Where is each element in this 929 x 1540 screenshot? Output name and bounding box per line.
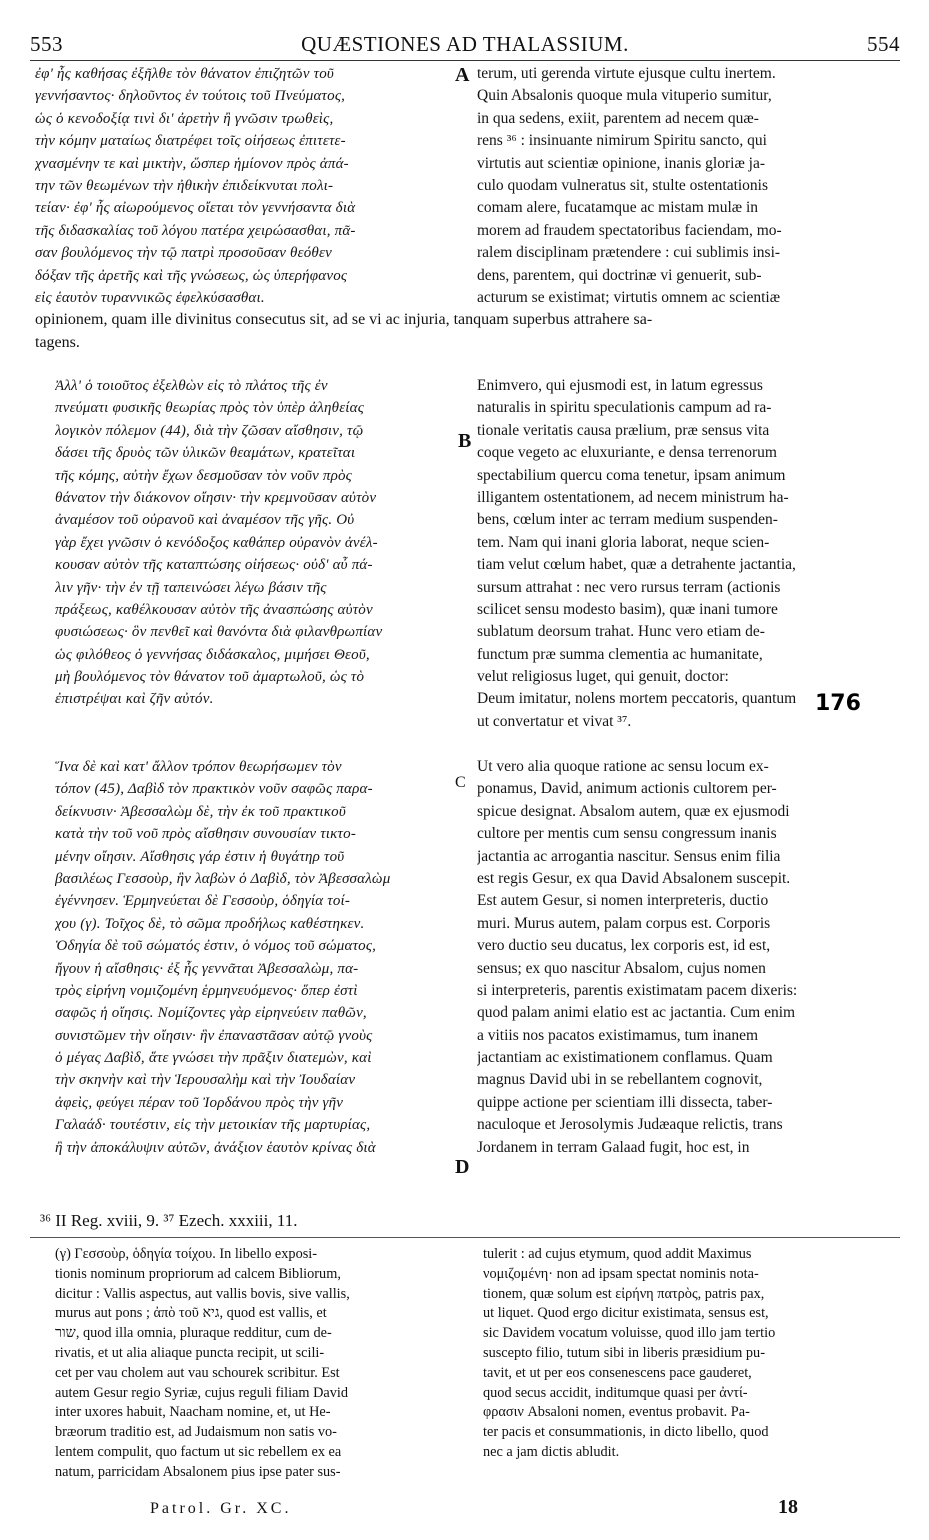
text-line: ἐπιστρέψαι καὶ ζῆν αὐτόν. — [55, 691, 214, 708]
text-line: κουσαν αὐτὸν τῆς καταπτώσης οἰήσεως· οὐδ' αὖ πά- — [55, 557, 373, 574]
text-line: δάσει τῆς δρυὸς τῶν ὑλικῶν θεαμάτων, κρατεῖται — [55, 445, 356, 462]
text-line: ralem disciplinam prætendere : cui sublimis insi- — [477, 244, 781, 262]
text-line: vero ductio seu ducatus, lex corporis est, id est, — [477, 937, 771, 955]
text-line: lentem compulit, quo factum ut sic rebellem ex ea — [55, 1443, 342, 1460]
text-line: δείκνυσιν· Ἀβεσσαλὼμ δὲ, τὴν ἐκ τοῦ πρακτικοῦ — [55, 803, 346, 820]
text-line: dicitur : Vallis aspectus, aut vallis bovis, sive vallis, — [55, 1285, 350, 1302]
text-line: δόξαν τῆς ἀρετῆς καὶ τῆς γνώσεως, ὡς ὑπερήφανος — [35, 267, 348, 284]
editor-note-right — [483, 1245, 898, 1463]
text-line: שור, quod illa omnia, pluraque redditur, cum de- — [55, 1325, 332, 1342]
text-line: Ut vero alia quoque ratione ac sensu locum ex- — [477, 758, 769, 775]
text-line: την τῶν θεωμένων τὴν ἠθικὴν ἐπιδείκνυται πολι- — [35, 177, 334, 194]
margin-marker-b: B — [458, 430, 472, 452]
column-number: 176 — [815, 691, 861, 716]
text-line: naculoque et Jerosolymis Judæaque relictis, trans — [477, 1116, 783, 1134]
text-line: terum, uti gerenda virtute ejusque cultu inertem. — [477, 65, 776, 82]
text-line: quod secus accidit, inditumque quasi per ἀντί- — [483, 1384, 748, 1401]
text-line: ponamus, David, animum actionis cultorem per- — [477, 780, 777, 798]
page-number-right: 554 — [867, 32, 900, 56]
greek-block-2 — [55, 375, 470, 711]
running-title: QUÆSTIONES AD THALASSIUM. — [301, 32, 629, 56]
text-line: θάνατον τὴν διάκονον οἴησιν· τὴν κρεμνοῦσαν αὐτὸν — [55, 489, 377, 506]
text-line: sensus; ex quo nascitur Absalom, cujus nomen — [477, 959, 766, 977]
text-line: virtutis aut scientiæ opinione, inanis gloriæ ja- — [477, 154, 766, 172]
text-line: functum præ summa clementia ac humanitate, — [477, 645, 763, 663]
text-line: γεννήσαντος· δηλοῦντος ἐν τούτοις τοῦ Πνεύματος, — [35, 88, 346, 105]
editor-note-left — [55, 1245, 465, 1483]
text-line: natum, parricidam Absalonem pius ipse pater sus- — [55, 1463, 341, 1480]
text-line: suscepto filio, tutum sibi in liberis præsidium pu- — [483, 1344, 765, 1361]
text-line: sublatum deorsum trahat. Hunc vero etiam de- — [477, 623, 765, 641]
spanning-line: opinionem, quam ille divinitus consecutus sit, ad se vi ac injuria, tanquam superbus attrahere sa- — [35, 311, 653, 328]
text-line: Ἵνα δὲ καὶ κατ' ἄλλον τρόπον θεωρήσωμεν τὸν — [55, 759, 342, 775]
margin-marker-d: D — [455, 1156, 470, 1178]
text-line: τῆς κόμης, αὐτὴν ἔχων δεσμοῦσαν τὸν νοῦν πρὸς — [55, 467, 352, 484]
text-line: ut liquet. Quod ergo dicitur existimata, sensus est, — [483, 1305, 769, 1322]
text-line: συνιστῶμεν τὴν οἴησιν· ἣν ἐπαναστᾶσαν αὐτῷ γνοὺς — [55, 1027, 373, 1044]
text-line: muri. Murus autem, palam corpus est. Corporis — [477, 914, 771, 932]
text-line: Γαλαάδ· τουτέστιν, εἰς τὴν μετοικίαν τῆς μαρτυρίας, — [55, 1117, 371, 1134]
text-line: Jordanem in terram Galaad fugit, hoc est, in — [477, 1138, 750, 1156]
text-line: Est autem Gesur, si nomen interpreteris, ductio — [477, 892, 769, 910]
scripture-footnotes: ³⁶ II Reg. xviii, 9. ³⁷ Ezech. xxxiii, 11. — [40, 1211, 298, 1230]
text-line: ut convertatur et vivat ³⁷. — [477, 712, 632, 730]
text-line: bræorum traditio est, ad Judaismum non satis vo- — [55, 1424, 337, 1441]
text-line: acturum se existimat; virtutis omnem ac scientiæ — [477, 288, 781, 306]
text-line: tavit, et ut per eos consenescens pace gauderet, — [483, 1364, 752, 1381]
text-line: (γ) Γεσσοὺρ, ὁδηγία τοίχου. In libello exposi- — [55, 1246, 318, 1262]
text-line: sursum attrahat : nec vero rursus terram (actionis — [477, 578, 781, 596]
text-line: ἐφ' ἧς καθήσας ἐξῆλθε τὸν θάνατον ἐπιζητῶν τοῦ — [35, 66, 335, 82]
text-line: τῆς διδασκαλίας τοῦ λόγου πατέρα χειρώσασθαι, πᾶ- — [35, 222, 356, 239]
text-line: φρασιν Absaloni nomen, eventus probavit. Pa- — [483, 1404, 750, 1421]
text-line: λιν γῆν· τὴν ἐν τῇ ταπεινώσει λέγω βάσιν τῆς — [55, 579, 327, 596]
text-line: tiam velut cœlum habet, quæ a detrahente jactantia, — [477, 556, 796, 574]
text-line: jactantia ac arrogantia nascitur. Sensus enim filia — [477, 847, 781, 865]
latin-block-2 — [477, 375, 897, 733]
text-line: Ἀλλ' ὁ τοιοῦτος ἐξελθὼν εἰς τὸ πλάτος τῆς ἐν — [55, 378, 328, 394]
text-line: γὰρ ἔχει γνῶσιν ὁ κενόδοξος καθάπερ οὐρανὸν ἀνέλ- — [55, 534, 378, 551]
text-line: quod palam animi elatio est ac jactantia. Cum enim — [477, 1004, 796, 1022]
text-line: ἀφεὶς, φεύγει πέραν τοῦ Ἰορδάνου πρὸς τὴν γῆν — [55, 1094, 344, 1111]
spanning-line: tagens. — [35, 334, 80, 351]
page-header — [30, 32, 900, 58]
text-line: a vitiis nos pacatos existimamus, tum inanem — [477, 1026, 759, 1044]
header-rule — [30, 60, 900, 61]
text-line: tionale veritatis causa prælium, præ sensus vita — [477, 421, 770, 439]
text-line: χνασμένην τε καὶ μικτὴν, ὥσπερ ἡμίονον πρὸς ἀπά- — [35, 155, 349, 172]
text-line: λογικὸν πόλεμον (44), διὰ τὴν ζῶσαν αἴσθησιν, τῷ — [55, 422, 364, 439]
footnote-rule — [30, 1237, 900, 1238]
text-line: jactantiam ac existimationem conflamus. Quam — [477, 1049, 773, 1067]
text-line: τὴν σκηνὴν καὶ τὴν Ἱερουσαλὴμ καὶ τὴν Ἰουδαίαν — [55, 1072, 356, 1089]
text-line: morem ad fraudem spectatoribus faciendam, mo- — [477, 221, 782, 239]
text-line: σαν βουλόμενος τὴν τῷ πατρὶ προσοῦσαν θεόθεν — [35, 245, 332, 262]
text-line: culo quodam vulneratus sit, stulte ostentationis — [477, 176, 769, 194]
text-line: bens, cœlum inter ac terram medium suspenden- — [477, 511, 778, 529]
text-line: illigantem ostentationem, ad necem ministrum ha- — [477, 488, 789, 506]
text-line: inter uxores habuit, Naacham nomine, et, ut He- — [55, 1404, 331, 1421]
margin-marker-c: C — [455, 774, 466, 791]
page-number-left: 553 — [30, 32, 63, 56]
text-line: tem. Nam qui inani gloria laborat, neque scien- — [477, 533, 770, 551]
text-line: ὡς ὁ κενοδοξίᾳ τινὶ δι' ἀρετὴν ἢ γνῶσιν τρωθεὶς, — [35, 110, 334, 127]
text-line: naturalis in spiritu speculationis campum ad ra- — [477, 399, 772, 417]
text-line: magnus David ubi in se rebellantem cognovit, — [477, 1071, 763, 1089]
text-line: est regis Gesur, ex qua David Absalonem suscepit. — [477, 869, 791, 887]
text-line: rens ³⁶ : insinuante nimirum Spiritu sancto, qui — [477, 132, 767, 150]
footer-signature: Patrol. Gr. XC. — [150, 1500, 292, 1517]
text-line: ἤγουν ἡ αἴσθησις· ἐξ ἧς γεννᾶται Ἀβεσσαλὼμ, πα- — [55, 960, 359, 977]
latin-block-3 — [477, 756, 897, 1159]
text-line: πράξεως, καθέλκουσαν αὐτὸν τῆς ἀνασπώσης αὐτὸν — [55, 601, 373, 618]
text-line: cet per vau cholem aut vau schourek scribitur. Est — [55, 1364, 340, 1381]
text-line: ὡς φιλόθεος ὁ γεννήσας διδάσκαλος, μιμήσει Θεοῦ, — [55, 646, 370, 663]
latin-block-1 — [477, 63, 897, 309]
text-line: τὴν κόμην ματαίως διατρέφει τοῖς οἰήσεως ἐπιτετε- — [35, 133, 346, 150]
text-line: μὴ βουλόμενος τὸν θάνατον τοῦ ἁμαρτωλοῦ, ὡς τὸ — [55, 669, 365, 686]
text-line: Enimvero, qui ejusmodi est, in latum egressus — [477, 377, 763, 394]
text-line: κατὰ τὴν τοῦ νοῦ πρὸς αἴσθησιν συνουσίαν τικτο- — [55, 826, 357, 843]
text-line: πνεύματι φυσικῆς θεωρίας πρὸς τὸν ὑπὲρ ἀληθείας — [55, 400, 365, 417]
text-line: ὁ μέγας Δαβὶδ, ἅτε γνώσει τὴν πρᾶξιν διατεμὼν, καὶ — [55, 1050, 372, 1067]
text-line: coque vegeto ac eluxuriante, e densa terrenorum — [477, 444, 777, 462]
text-line: velut religiosus luget, qui genuit, doctor: — [477, 668, 729, 686]
text-line: si interpreteris, parentis existimatam pacem dixeris: — [477, 981, 798, 999]
text-line: μένην οἴησιν. Αἴσθησις γάρ ἐστιν ἡ θυγάτηρ τοῦ — [55, 848, 345, 865]
greek-block-1 — [35, 63, 460, 309]
text-line: in qua sedens, exiit, parentem ad necem quæ- — [477, 109, 759, 127]
text-line: ter pacis et consummationis, in dicto libello, quod — [483, 1424, 769, 1441]
text-line: τείαν· ἐφ' ἧς αἰωρούμενος οἴεται τὸν γεννήσαντα διὰ — [35, 200, 356, 217]
text-line: nec a jam dictis abludit. — [483, 1443, 620, 1460]
text-line: comam alere, fucatamque ac mistam mulæ in — [477, 199, 759, 217]
text-line: tionem, quæ solum est εἰρήνη πατρὸς, patris pax, — [483, 1285, 765, 1302]
text-line: ἀναμέσον τοῦ οὐρανοῦ καὶ ἀναμέσον τῆς γῆς. Οὐ — [55, 512, 355, 529]
text-line: νομιζομένη· non ad ipsam spectat nominis nota- — [483, 1265, 759, 1282]
text-line: σαφῶς ἡ οἴησις. Νομίζοντες γὰρ εἰρηνεύειν παθῶν, — [55, 1005, 367, 1022]
greek-block-3 — [55, 756, 470, 1159]
text-line: ἐγέννησεν. Ἑρμηνεύεται δὲ Γεσσοὺρ, ὁδηγία τοί- — [55, 893, 351, 910]
text-line: spicue designat. Absalom autem, quæ ex ejusmodi — [477, 802, 790, 820]
margin-marker-a: A — [455, 64, 470, 86]
text-line: εἰς ἑαυτὸν τυραννικῶς ἐφελκύσασθαι. — [35, 289, 265, 306]
text-line: dens, parentem, qui doctrinæ vi genuerit, sub- — [477, 266, 762, 284]
text-line: rivatis, et ut alia aliaque puncta recipit, ut scili- — [55, 1344, 325, 1361]
text-line: cultore per mentis cum sensu congressum inanis — [477, 825, 777, 843]
text-line: spectabilium quercu coma tenetur, ipsam animum — [477, 466, 786, 484]
text-line: Quin Absalonis quoque mula vituperio sumitur, — [477, 87, 772, 105]
text-line: τόπον (45), Δαβὶδ τὸν πρακτικὸν νοῦν σαφῶς παρα- — [55, 781, 373, 798]
text-line: τρὸς εἰρήνη νομιζομένη ἑρμηνευόμενος· ὅπερ ἐστὶ — [55, 982, 358, 999]
text-line: tulerit : ad cujus etymum, quod addit Maximus — [483, 1246, 752, 1262]
text-line: Ὁδηγία δὲ τοῦ σώματός ἐστιν, ὁ νόμος τοῦ σώματος, — [55, 938, 377, 955]
text-line: ἢ τὴν ἀποκάλυψιν αὐτῶν, ἀνάξιον ἑαυτὸν κρίνας διὰ — [55, 1139, 376, 1156]
text-line: scilicet sensu modesto basim), quæ inani tumore — [477, 600, 778, 618]
footer-sheet-number: 18 — [778, 1496, 798, 1518]
text-line: Deum imitatur, nolens mortem peccatoris, quantum — [477, 690, 797, 708]
text-line: quippe actione per scientiam illi dissecta, taber- — [477, 1093, 773, 1111]
text-line: φυσιώσεως· ὃν πενθεῖ καὶ θανόντα διὰ φιλανθρωπίαν — [55, 624, 383, 641]
text-line: murus aut pons ; ἀπὸ τοῦ גיא, quod est vallis, et — [55, 1305, 327, 1322]
text-line: βασιλέως Γεσσοὺρ, ἣν λαβὼν ὁ Δαβὶδ, τὸν Ἀβεσσαλὼμ — [55, 870, 391, 887]
text-line: χου (γ). Τοῖχος δὲ, τὸ σῶμα προδήλως καθέστηκεν. — [55, 915, 365, 932]
text-line: autem Gesur regio Syriæ, cujus reguli filiam David — [55, 1384, 349, 1401]
text-line: tionis nominum propriorum ad calcem Bibliorum, — [55, 1265, 341, 1282]
text-line: sic Davidem vocatum voluisse, quod illo jam tertio — [483, 1325, 776, 1342]
